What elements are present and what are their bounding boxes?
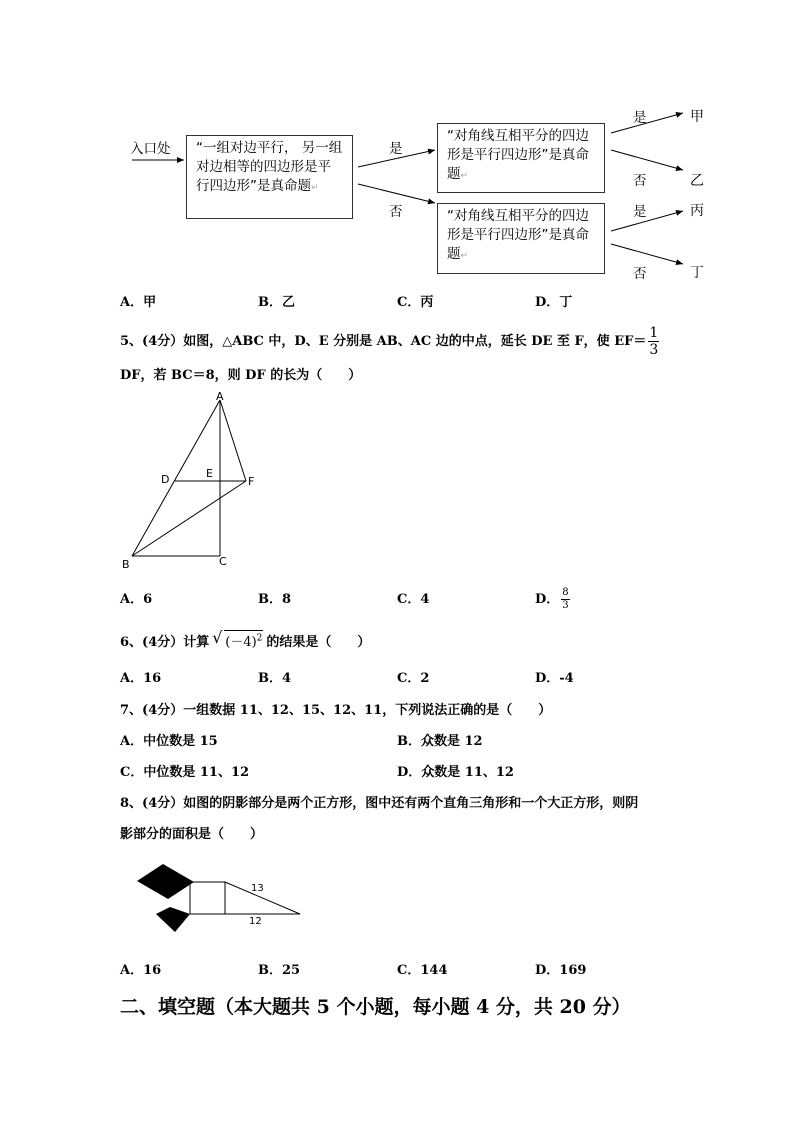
no-label-1: 否 bbox=[389, 204, 403, 220]
label-13: 13 bbox=[251, 883, 264, 894]
q5-option-b: B．8 bbox=[258, 592, 292, 607]
output-ding: 丁 bbox=[690, 265, 704, 281]
section-heading-fill-in: 二、填空题（本大题共 5 个小题，每小题 4 分，共 20 分） bbox=[120, 996, 631, 1018]
q4-option-c: C．丙 bbox=[397, 295, 434, 310]
output-jia: 甲 bbox=[690, 109, 704, 125]
label-b: B bbox=[122, 558, 130, 570]
no-label-3: 否 bbox=[633, 266, 647, 282]
no-label-2: 否 bbox=[633, 173, 647, 189]
q8-option-d: D．169 bbox=[535, 963, 587, 978]
label-e: E bbox=[206, 467, 213, 480]
q8-squares-figure bbox=[130, 858, 310, 938]
yes-label-1: 是 bbox=[389, 141, 403, 157]
q5-stem-line2: DF，若 BC＝8，则 DF 的长为（ ） bbox=[120, 368, 362, 383]
q5-option-c: C．4 bbox=[397, 592, 430, 607]
label-f: F bbox=[248, 475, 255, 488]
output-yi: 乙 bbox=[690, 173, 704, 189]
flow-box-no-branch: “对角线互相平分的四边形是平行四边形”是真命题↵ bbox=[437, 203, 605, 274]
q6-sqrt-expression: √ $(-4)^2$ bbox=[212, 628, 263, 650]
q7-option-b: B．众数是 12 bbox=[397, 734, 483, 749]
q8-stem-line2: 影部分的面积是（ ） bbox=[120, 827, 264, 842]
q4-option-d: D．丁 bbox=[535, 295, 573, 310]
q7-option-a: A．中位数是 15 bbox=[120, 734, 218, 749]
q8-option-c: C．144 bbox=[397, 963, 448, 978]
flow-box-yes-branch: “对角线互相平分的四边形是平行四边形”是真命题↵ bbox=[437, 123, 605, 193]
q4-option-b: B．乙 bbox=[258, 295, 295, 310]
label-12: 12 bbox=[249, 916, 262, 927]
label-d: D bbox=[161, 473, 170, 486]
q5-stem-line1: 5、(4分）如图，△ABC 中，D、E 分别是 AB、AC 边的中点，延长 DE 至 F，使 EF＝ $\frac{1}{3}$ bbox=[120, 325, 659, 358]
q6-option-b: B．4 bbox=[258, 671, 292, 686]
yes-label-3: 是 bbox=[633, 204, 647, 220]
q6-option-d: D．-4 bbox=[535, 671, 574, 686]
q6-stem: 6、(4分）计算 √ $(-4)^2$ 的结果是（ ） bbox=[120, 628, 371, 650]
q7-option-c: C．中位数是 11、12 bbox=[120, 765, 250, 780]
entry-label: 入口处 bbox=[130, 141, 171, 157]
q4-option-a: A．甲 bbox=[120, 295, 157, 310]
q8-option-b: B．25 bbox=[258, 963, 301, 978]
q8-option-a: A．16 bbox=[120, 963, 162, 978]
q7-option-d: D．众数是 11、12 bbox=[397, 765, 514, 780]
q5-option-d: D． $\frac{8}{3}$ bbox=[535, 587, 569, 611]
output-bing: 丙 bbox=[690, 203, 704, 219]
q7-stem: 7、(4分）一组数据 11、12、15、12、11，下列说法正确的是（ ） bbox=[120, 703, 552, 718]
q5-fraction: $\frac{1}{3}$ bbox=[649, 325, 659, 358]
yes-label-2: 是 bbox=[633, 110, 647, 126]
label-a: A bbox=[216, 390, 224, 403]
q8-stem-line1: 8、(4分）如图的阴影部分是两个正方形，图中还有两个直角三角形和一个大正方形，则阴 bbox=[120, 796, 639, 811]
q6-option-a: A．16 bbox=[120, 671, 162, 686]
q5-option-a: A．6 bbox=[120, 592, 153, 607]
label-c: C bbox=[219, 555, 227, 568]
flow-box-condition1: “一组对边平行， 另一组对边相等的四边形是平行四边形”是真命题↵ bbox=[186, 135, 353, 219]
q5-triangle-figure bbox=[118, 388, 268, 570]
q6-option-c: C．2 bbox=[397, 671, 430, 686]
